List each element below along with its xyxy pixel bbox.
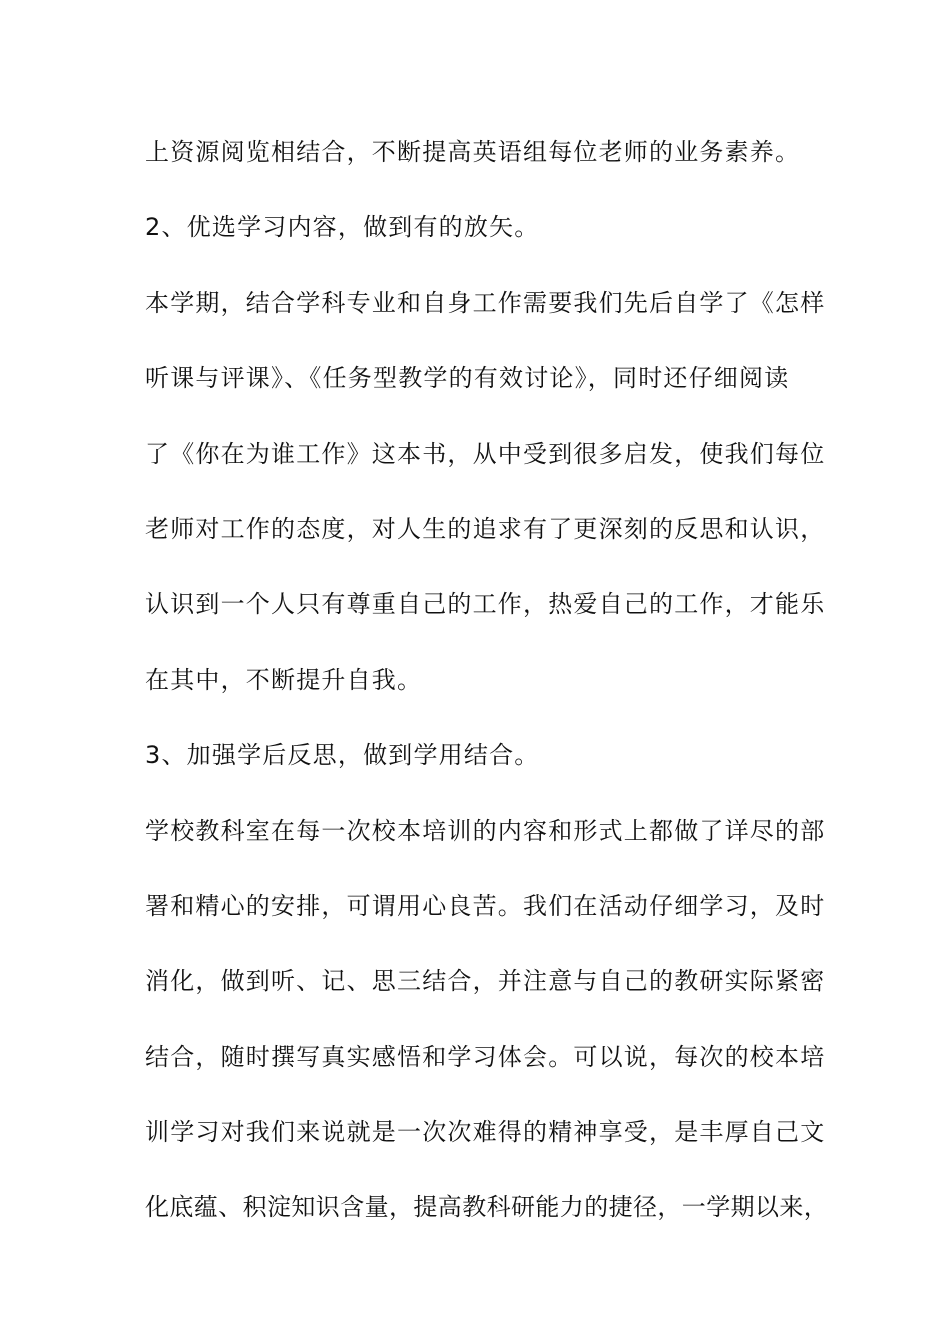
text-line: 署和精心的安排，可谓用心良苦。我们在活动仔细学习，及时 <box>145 891 826 920</box>
text-line-paragraph-end: 上资源阅览相结合，不断提高英语组每位老师的业务素养。 <box>145 138 801 166</box>
text-line: 听课与评课》、《任务型教学的有效讨论》，同时还仔细阅读 <box>145 364 790 393</box>
text-line: 老师对工作的态度，对人生的追求有了更深刻的反思和认识， <box>145 514 826 543</box>
text-line: 化底蕴、积淀知识含量，提高教科研能力的捷径，一学期以来， <box>145 1193 829 1222</box>
text-line: 了《你在为谁工作》这本书，从中受到很多启发，使我们每位 <box>145 439 826 468</box>
text-line: 在其中，不断提升自我。 <box>145 665 423 694</box>
text-line: 本学期，结合学科专业和自身工作需要我们先后自学了《怎样 <box>145 288 826 317</box>
text-line: 消化，做到听、记、思三结合，并注意与自己的教研实际紧密 <box>145 967 826 996</box>
text-line: 学校教科室在每一次校本培训的内容和形式上都做了详尽的部 <box>145 816 826 845</box>
text-line: 结合，随时撰写真实感悟和学习体会。可以说，每次的校本培 <box>145 1042 826 1071</box>
body-text <box>145 131 845 1262</box>
section-heading-3: 3、加强学后反思，做到学用结合。 <box>145 741 540 770</box>
text-line: 训学习对我们来说就是一次次难得的精神享受，是丰厚自己文 <box>145 1118 826 1147</box>
text-line: 认识到一个人只有尊重自己的工作，热爱自己的工作，才能乐 <box>145 590 826 619</box>
section-heading-2: 2、优选学习内容，做到有的放矢。 <box>145 213 540 242</box>
